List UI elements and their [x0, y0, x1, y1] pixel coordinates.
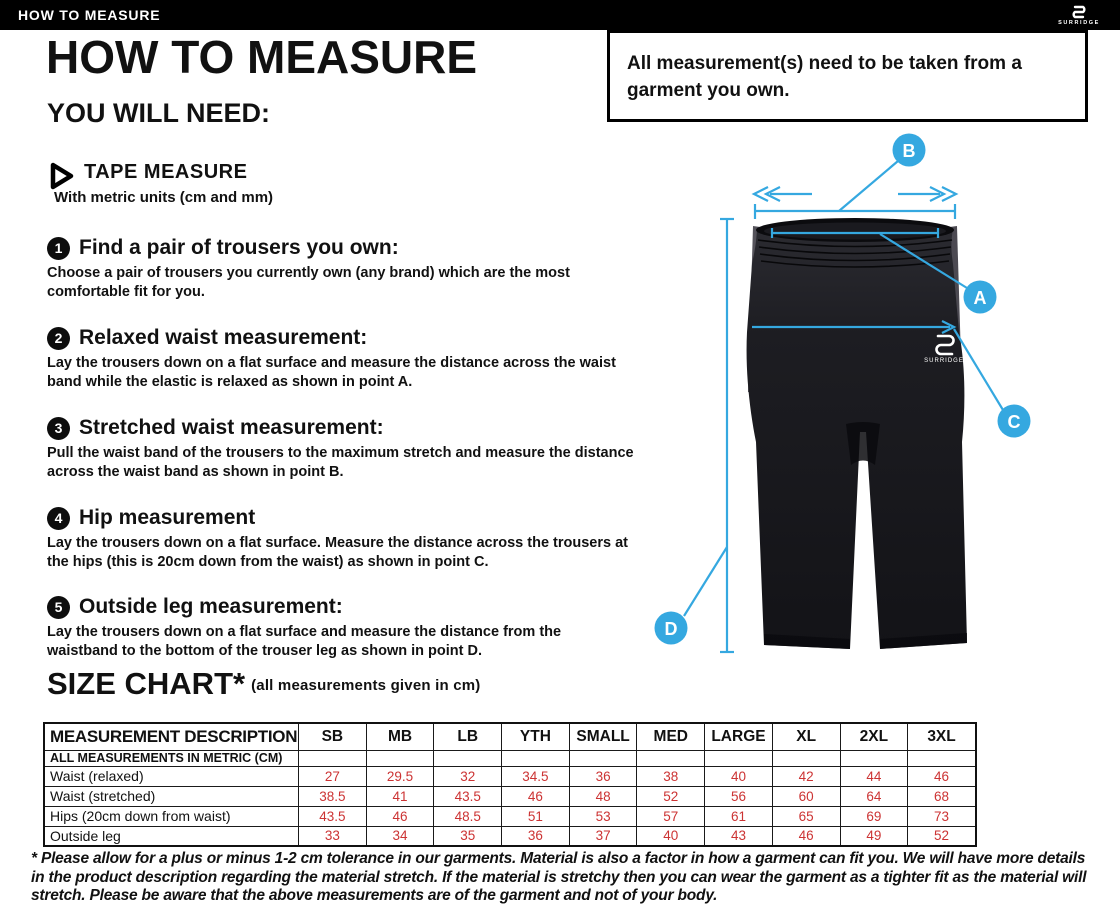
point-c-label: C — [1007, 412, 1021, 432]
size-chart-header-cell: 3XL — [908, 723, 976, 750]
size-chart-cell: 44 — [840, 766, 908, 786]
size-chart-cell: 53 — [569, 806, 637, 826]
size-chart-cell: 48 — [569, 786, 637, 806]
size-chart-cell — [908, 750, 976, 766]
size-chart-cell — [366, 750, 434, 766]
size-chart-cell — [569, 750, 637, 766]
size-chart-cell: 57 — [637, 806, 705, 826]
size-chart-cell — [434, 750, 502, 766]
size-chart-cell — [772, 750, 840, 766]
notice-text: All measurement(s) need to be taken from a garment you own. — [627, 53, 1022, 101]
trousers-illustration — [620, 120, 1120, 690]
size-chart-cell — [705, 750, 773, 766]
size-chart-cell: 36 — [569, 766, 637, 786]
point-c-marker — [998, 405, 1031, 438]
size-chart-cell — [840, 750, 908, 766]
step-number-badge: 2 — [47, 327, 70, 350]
size-chart-row — [44, 826, 976, 846]
size-chart-header-cell: MEASUREMENT DESCRIPTION — [44, 723, 299, 750]
step-number-badge: 5 — [47, 596, 70, 619]
size-chart-cell: 38.5 — [299, 786, 367, 806]
size-chart-cell: 65 — [772, 806, 840, 826]
size-chart-row — [44, 786, 976, 806]
size-chart-cell: 38 — [637, 766, 705, 786]
size-chart-cell — [637, 750, 705, 766]
step-body: Lay the trousers down on a flat surface and measure the distance from the waistband to the bottom of the trouser leg as shown in point D. — [47, 624, 562, 659]
size-chart-subtitle: (all measurements given in cm) — [251, 677, 481, 694]
point-a-marker — [964, 281, 997, 314]
size-chart-row-label: Hips (20cm down from waist) — [44, 806, 299, 826]
size-chart-cell: 46 — [366, 806, 434, 826]
point-a-label: A — [973, 288, 987, 308]
size-chart-row-label: Waist (relaxed) — [44, 766, 299, 786]
size-chart-cell: 46 — [772, 826, 840, 846]
size-chart-table — [43, 722, 977, 847]
size-chart-cell: 34.5 — [502, 766, 570, 786]
size-chart-cell: 48.5 — [434, 806, 502, 826]
size-chart-cell: 40 — [637, 826, 705, 846]
size-chart-cell: 52 — [637, 786, 705, 806]
you-will-need-heading: YOU WILL NEED: — [47, 98, 271, 128]
notice-box — [607, 30, 1088, 122]
size-chart-cell: 69 — [840, 806, 908, 826]
step-item — [47, 236, 399, 260]
size-chart-cell: 41 — [366, 786, 434, 806]
step-number-badge: 1 — [47, 237, 70, 260]
size-chart-cell: 43.5 — [299, 806, 367, 826]
step-body: Lay the trousers down on a flat surface and measure the distance across the waist band while the elastic is relaxed as shown in point A. — [47, 355, 616, 390]
step-heading: Find a pair of trousers you own: — [79, 236, 399, 259]
surridge-logo-icon — [1070, 5, 1088, 19]
footnote-text: * Please allow for a plus or minus 1-2 cm tolerance in our garments. Material is also a factor in how a garment can fit you. We will have more details in the product description regarding the material stretch. If the material is stretchy then you can wear the garment as a tighter fit as the material will stretch. Please be aware that the above measurements are of the garment and not of your body. — [31, 850, 1087, 904]
size-chart-cell: 43 — [705, 826, 773, 846]
point-d-label: D — [664, 619, 678, 639]
step-body: Choose a pair of trousers you currently own (any brand) which are the most comfortable fit for you. — [47, 265, 570, 300]
size-chart-title — [47, 666, 481, 702]
size-chart-cell: 56 — [705, 786, 773, 806]
thigh-logo-text: SURRIDGE — [924, 358, 964, 364]
size-chart-row-label: Waist (stretched) — [44, 786, 299, 806]
size-chart-metric-row — [44, 750, 976, 766]
size-chart-cell: 51 — [502, 806, 570, 826]
step-heading: Stretched waist measurement: — [79, 416, 384, 439]
size-chart-cell — [299, 750, 367, 766]
size-chart-cell: 33 — [299, 826, 367, 846]
size-chart-title-text: SIZE CHART* — [47, 666, 246, 701]
size-chart-cell: 43.5 — [434, 786, 502, 806]
size-chart-cell: 52 — [908, 826, 976, 846]
point-b-marker — [893, 134, 926, 167]
size-chart-cell: 29.5 — [366, 766, 434, 786]
size-chart-cell: 60 — [772, 786, 840, 806]
tape-measure-heading: TAPE MEASURE — [84, 161, 248, 183]
point-d-marker — [655, 612, 688, 645]
size-chart-cell: 64 — [840, 786, 908, 806]
size-chart-cell: 61 — [705, 806, 773, 826]
size-chart-header-cell: SMALL — [569, 723, 637, 750]
trousers-image — [747, 218, 967, 649]
size-chart-cell: 35 — [434, 826, 502, 846]
tape-measure-subtext: With metric units (cm and mm) — [54, 189, 274, 206]
size-chart-body — [44, 723, 976, 846]
step-body: Pull the waist band of the trousers to the maximum stretch and measure the distance across the waist band as shown in point B. — [47, 445, 634, 480]
size-chart-header-row — [44, 723, 976, 750]
surridge-logo-text: SURRIDGE — [1058, 19, 1100, 26]
size-chart-header-cell: LB — [434, 723, 502, 750]
size-chart-cell: 46 — [908, 766, 976, 786]
step-heading: Outside leg measurement: — [79, 595, 343, 618]
size-chart-cell: 32 — [434, 766, 502, 786]
size-chart-cell: 37 — [569, 826, 637, 846]
step-item — [47, 595, 343, 619]
size-chart-cell: 42 — [772, 766, 840, 786]
step-heading: Relaxed waist measurement: — [79, 326, 368, 349]
size-chart-cell — [502, 750, 570, 766]
size-chart-cell: 49 — [840, 826, 908, 846]
size-chart-header-cell: 2XL — [840, 723, 908, 750]
surridge-logo — [1046, 1, 1112, 29]
page-title: HOW TO MEASURE — [46, 31, 478, 83]
size-chart-cell: 36 — [502, 826, 570, 846]
size-chart-header-cell: LARGE — [705, 723, 773, 750]
size-chart-cell: 34 — [366, 826, 434, 846]
size-chart-metric-note: ALL MEASUREMENTS IN METRIC (CM) — [44, 750, 299, 766]
size-chart-header-cell: XL — [772, 723, 840, 750]
step-number-badge: 3 — [47, 417, 70, 440]
tape-measure-icon — [50, 162, 74, 190]
size-chart-row — [44, 806, 976, 826]
step-item — [47, 416, 384, 440]
size-chart-cell: 73 — [908, 806, 976, 826]
size-chart-header-cell: SB — [299, 723, 367, 750]
size-chart-cell: 40 — [705, 766, 773, 786]
top-bar-title: HOW TO MEASURE — [18, 7, 161, 23]
size-chart-row-label: Outside leg — [44, 826, 299, 846]
size-chart-cell: 27 — [299, 766, 367, 786]
step-number-badge: 4 — [47, 507, 70, 530]
size-chart-row — [44, 766, 976, 786]
size-chart-header-cell: MB — [366, 723, 434, 750]
size-chart-header-cell: MED — [637, 723, 705, 750]
step-heading: Hip measurement — [79, 506, 256, 529]
step-item — [47, 326, 367, 350]
size-chart-cell: 68 — [908, 786, 976, 806]
step-item — [47, 506, 255, 530]
point-b-label: B — [902, 141, 916, 161]
step-body: Lay the trousers down on a flat surface. Measure the distance across the trousers at the hips (this is 20cm down from the waist) as shown in point C. — [47, 535, 628, 570]
top-bar — [0, 0, 1120, 30]
size-chart-header-cell: YTH — [502, 723, 570, 750]
size-chart-cell: 46 — [502, 786, 570, 806]
